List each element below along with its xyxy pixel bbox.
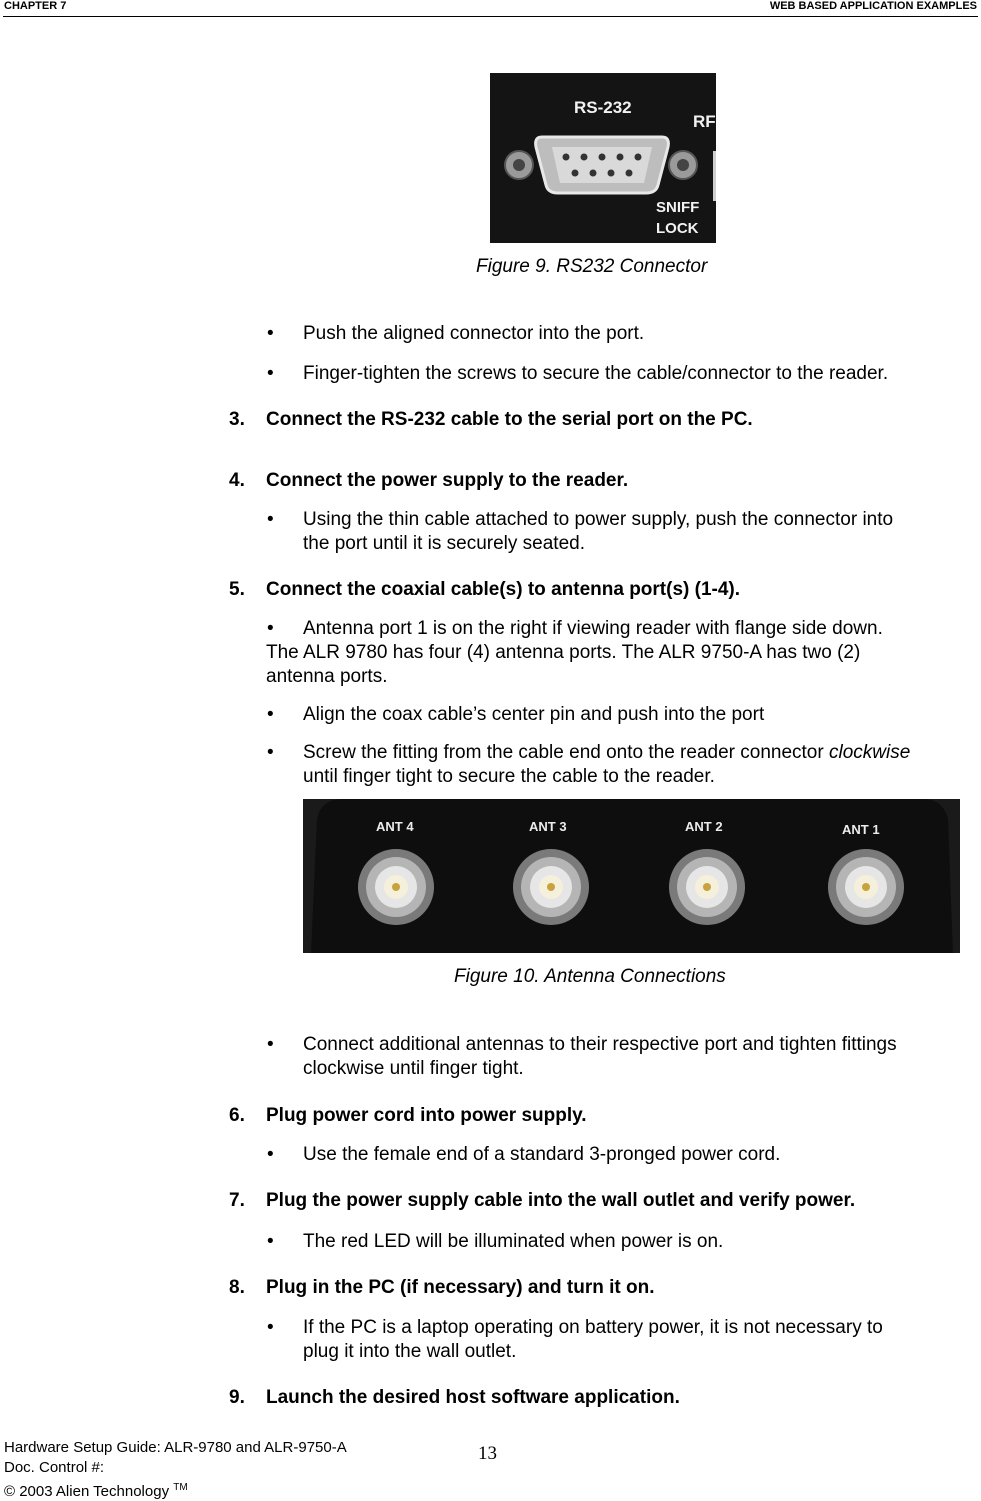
- step-5: 5. Connect the coaxial cable(s) to antenna port(s) (1-4).: [229, 579, 741, 600]
- list-item: • Using the thin cable attached to power supply, push the connector into the port until it is securely seated.: [267, 509, 894, 554]
- bullet-icon: •: [267, 323, 274, 344]
- section-label: WEB BASED APPLICATION EXAMPLES: [769, 0, 977, 12]
- bullet-icon: •: [267, 363, 274, 384]
- list-item: • Screw the fitting from the cable end onto the reader connector clockwise until finger tight to secure the cable to the reader.: [267, 742, 911, 787]
- list-item: • Connect additional antennas to their respective port and tighten fittings clockwise until finger tight.: [267, 1034, 897, 1079]
- footer-doc-control: Doc. Control #:: [4, 1459, 105, 1476]
- step-4: 4. Connect the power supply to the reader.: [229, 470, 629, 491]
- ant3-port-icon: [513, 849, 589, 925]
- bullet-icon: •: [267, 1034, 274, 1055]
- step-3: 3. Connect the RS-232 cable to the serial port on the PC.: [229, 409, 753, 430]
- list-item: • Finger-tighten the screws to secure the cable/connector to the reader.: [267, 363, 889, 384]
- footer-copyright: © 2003 Alien Technology ™: [4, 1482, 188, 1500]
- sniff-label: SNIFF: [656, 199, 700, 216]
- header-rule: [3, 16, 978, 17]
- figure9-caption: Figure 9. RS232 Connector: [476, 256, 708, 277]
- ant4-label: ANT 4: [376, 819, 414, 834]
- antenna-ports-illustration: [303, 799, 960, 953]
- step-7: 7. Plug the power supply cable into the wall outlet and verify power.: [229, 1190, 856, 1211]
- list-item: • The red LED will be illuminated when power is on.: [267, 1231, 724, 1252]
- bullet-icon: •: [267, 1317, 274, 1338]
- bullet-icon: •: [267, 509, 274, 530]
- antenna-connections-photo: [303, 799, 960, 953]
- ant1-port-icon: [828, 849, 904, 925]
- step-6: 6. Plug power cord into power supply.: [229, 1105, 587, 1126]
- lock-label: LOCK: [656, 220, 699, 237]
- rf-label: RF: [693, 112, 716, 131]
- figure10-caption: Figure 10. Antenna Connections: [454, 966, 726, 987]
- bullet-icon: •: [267, 1144, 274, 1165]
- rs232-connector-photo: [490, 73, 716, 243]
- list-item: • Antenna port 1 is on the right if viewing reader with flange side down.: [267, 618, 883, 639]
- trademark-mark: TM: [173, 1482, 188, 1493]
- step-9: 9. Launch the desired host software application.: [229, 1387, 680, 1408]
- list-item: • If the PC is a laptop operating on battery power, it is not necessary to plug it into the wall outlet.: [267, 1317, 883, 1362]
- bullet-icon: •: [267, 1231, 274, 1252]
- chapter-label: CHAPTER 7: [4, 0, 67, 12]
- bullet-icon: •: [267, 742, 274, 763]
- list-item: • Push the aligned connector into the port.: [267, 323, 645, 344]
- step-8: 8. Plug in the PC (if necessary) and turn it on.: [229, 1277, 655, 1298]
- ant2-port-icon: [669, 849, 745, 925]
- ant2-label: ANT 2: [685, 819, 723, 834]
- ant4-port-icon: [358, 849, 434, 925]
- ant1-label: ANT 1: [842, 822, 880, 837]
- antenna-note-line3: antenna ports.: [266, 666, 388, 687]
- footer-guide: Hardware Setup Guide: ALR-9780 and ALR-9750-A: [4, 1439, 347, 1456]
- rs232-connector-illustration: [490, 73, 716, 243]
- list-item: • Align the coax cable’s center pin and push into the port: [267, 704, 765, 725]
- list-item: • Use the female end of a standard 3-pronged power cord.: [267, 1144, 781, 1165]
- bullet-icon: •: [267, 704, 274, 725]
- rs232-label: RS-232: [574, 98, 632, 117]
- page-number: 13: [478, 1443, 497, 1464]
- antenna-note-line2: The ALR 9780 has four (4) antenna ports. The ALR 9750-A has two (2): [266, 642, 861, 663]
- ant3-label: ANT 3: [529, 819, 567, 834]
- bullet-icon: •: [267, 618, 274, 639]
